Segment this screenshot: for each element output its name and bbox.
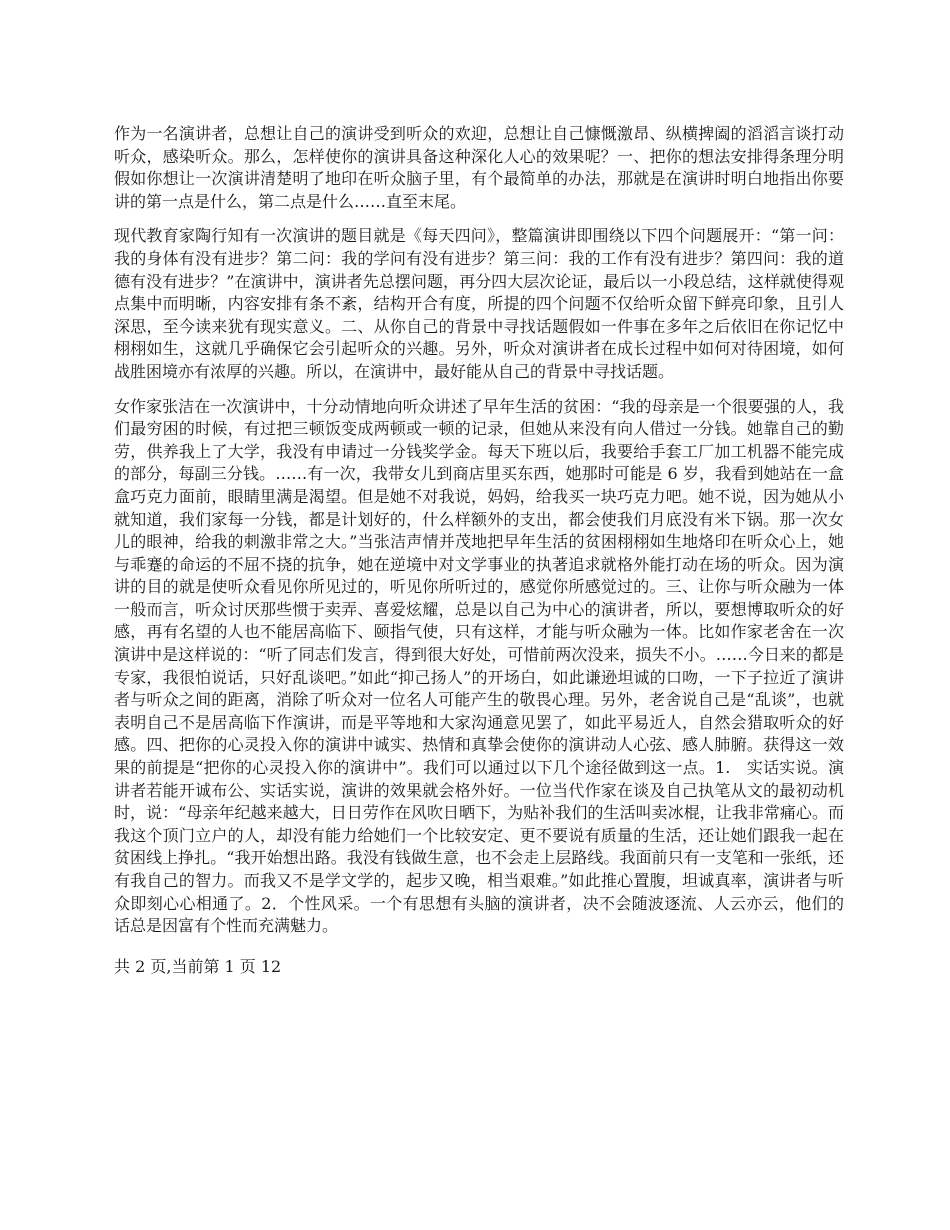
document-page <box>114 123 844 978</box>
page-footer: 共 2 页,当前第 1 页 12 <box>114 956 282 976</box>
paragraph-1: 作为一名演讲者，总想让自己的演讲受到听众的欢迎，总想让自己慷慨激昂、纵横捭阖的滔滔言谈打动听众，感染听众。那么，怎样使你的演讲具备这种深化人心的效果呢？一、把你的想法安排得条理分明假如你想让一次演讲清楚明了地印在听众脑子里，有个最简单的办法，那就是在演讲时明白地指出你要讲的第一点是什么，第二点是什么……直至末尾。 <box>114 124 844 211</box>
paragraph-2: 现代教育家陶行知有一次演讲的题目就是《每天四问》，整篇演讲即围绕以下四个问题展开：“第一问：我的身体有没有进步？第二问：我的学问有没有进步？第三问：我的工作有没有进步？第四问：我的道德有没有进步？”在演讲中，演讲者先总摆问题，再分四大层次论证，最后以一小段总结，这样就使得观点集中而明晰，内容安排有条不紊，结构开合有度，所提的四个问题不仅给听众留下鲜亮印象，且引人深思，至今读来犹有现实意义。二、从你自己的背景中寻找话题假如一件事在多年之后依旧在你记忆中栩栩如生，这就几乎确保它会引起听众的兴趣。另外，听众对演讲者在成长过程中如何对待困境，如何战胜困境亦有浓厚的兴趣。所以，在演讲中，最好能从自己的背景中寻找话题。 <box>114 226 844 381</box>
paragraph-3: 女作家张洁在一次演讲中，十分动情地向听众讲述了早年生活的贫困：“我的母亲是一个很要强的人，我们最穷困的时候，有过把三顿饭变成两顿或一顿的记录，但她从来没有向人借过一分钱。她靠自己的勤劳，供养我上了大学，我没有申请过一分钱奖学金。每天下班以后，我要给手套工厂加工机器不能完成的部分，每副三分钱。……有一次，我带女儿到商店里买东西，她那时可能是 6 岁，我看到她站在一盒盒巧克力面前，眼睛里满是渴望。但是她不对我说，妈妈，给我买一块巧克力吧。她不说，因为她从小就知道，我们家每一分钱，都是计划好的，什么样额外的支出，都会使我们月底没有米下锅。那一次女儿的眼神，给我的刺激非常之大。”当张洁声情并茂地把早年生活的贫困栩栩如生地烙印在听众心上，她与乖蹇的命运的不屈不挠的抗争，她在逆境中对文学事业的执著追求就格外能打动在场的听众。因为演讲的目的就是使听众看见你所见过的，听见你所听过的，感觉你所感觉过的。三、让你与听众融为一体一般而言，听众讨厌那些惯于卖弄、喜爱炫耀，总是以自己为中心的演讲者，所以，要想博取听众的好感，再有名望的人也不能居高临下、颐指气使，只有这样，才能与听众融为一体。比如作家老舍在一次演讲中是这样说的：“听了同志们发言，得到很大好处，可惜前两次没来，损失不小。……今日来的都是专家，我很怕说话，只好乱谈吧。”如此“抑己扬人”的开场白，如此谦逊坦诚的口吻，一下子拉近了演讲者与听众之间的距离，消除了听众对一位名人可能产生的敬畏心理。另外，老舍说自己是“乱谈”，也就表明自己不是居高临下作演讲，而是平等地和大家沟通意见罢了，如此平易近人，自然会猎取听众的好感。四、把你的心灵投入你的演讲中诚实、热情和真挚会使你的演讲动人心弦、感人肺腑。获得这一效果的前提是“把你的心灵投入你的演讲中”。我们可以通过以下几个途径做到这一点。1. 实话实说。演讲者若能开诚布公、实话实说，演讲的效果就会格外好。一位当代作家在谈及自己执笔从文的最初动机时，说：“母亲年纪越来越大，日日劳作在风吹日晒下，为贴补我们的生活叫卖冰棍，让我非常痛心。而我这个顶门立户的人，却没有能力给她们一个比较安定、更不要说有质量的生活，还让她们跟我一起在贫困线上挣扎。“我开始想出路。我没有钱做生意，也不会走上层路线。我面前只有一支笔和一张纸，还有我自己的智力。而我又不是学文学的，起步又晚，相当艰难。”如此推心置腹，坦诚真率，演讲者与听众即刻心心相通了。2．个性风采。一个有思想有头脑的演讲者，决不会随波逐流、人云亦云，他们的话总是因富有个性而充满魅力。 <box>114 396 844 936</box>
